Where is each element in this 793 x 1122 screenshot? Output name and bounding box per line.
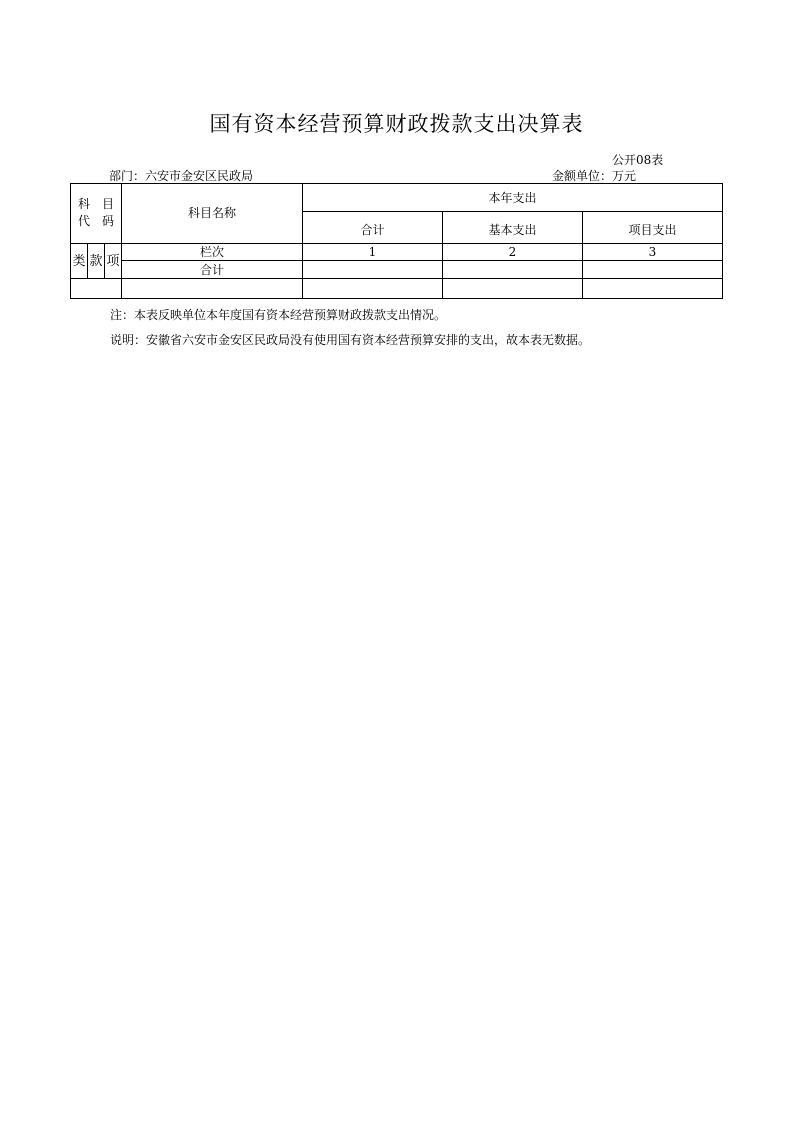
table-border-right	[722, 183, 723, 299]
sub-header-kuan: 款	[89, 254, 103, 269]
department-label: 部门：六安市金安区民政局	[109, 169, 254, 183]
row-lanci-col3: 3	[648, 245, 657, 259]
row-lanci-col1: 1	[368, 245, 377, 259]
name-header: 科目名称	[187, 206, 236, 220]
form-number: 公开08表	[612, 153, 664, 167]
table-explanation: 说明：安徽省六安市金安区民政局没有使用国有资本经营预算安排的支出，故本表无数据。	[110, 333, 591, 347]
table-rule	[302, 211, 723, 212]
code-header-line2: 代 码	[77, 214, 114, 228]
page-title: 国有资本经营预算财政拨款支出决算表	[209, 112, 584, 136]
unit-label: 金额单位：万元	[552, 169, 637, 183]
table-note: 注：本表反映单位本年度国有资本经营预算财政拨款支出情况。	[110, 308, 447, 322]
table-rule	[121, 260, 723, 261]
row-lanci-col2: 2	[508, 245, 517, 259]
group-header: 本年支出	[488, 191, 537, 205]
row-total-label: 合计	[199, 263, 224, 277]
table-rule	[70, 243, 723, 244]
row-lanci-label: 栏次	[199, 245, 224, 259]
sub-header-lei: 类	[72, 254, 86, 269]
col-header-basic: 基本支出	[488, 223, 537, 237]
sub-header-xiang: 项	[106, 254, 120, 269]
expenditure-table	[70, 183, 723, 299]
col-header-total: 合计	[360, 223, 385, 237]
table-rule	[70, 278, 723, 279]
table-border-bottom	[70, 298, 723, 299]
table-rule	[121, 183, 122, 299]
code-header-line1: 科 目	[77, 197, 114, 211]
table-border-top	[70, 183, 723, 184]
col-header-project: 项目支出	[628, 223, 677, 237]
